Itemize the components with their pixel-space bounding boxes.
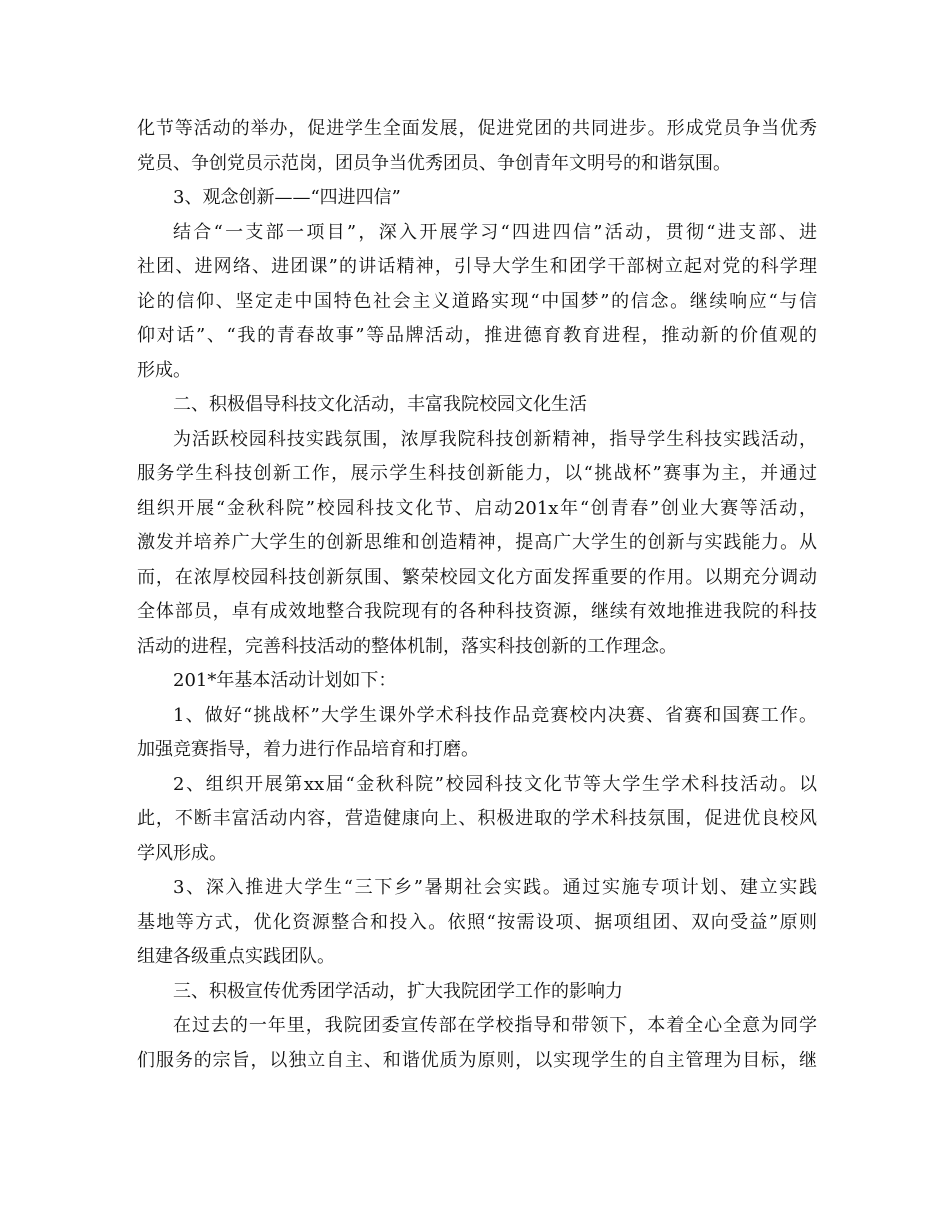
text-line: 形成。 xyxy=(137,359,191,381)
text-line: 在过去的一年里，我院团委宣传部在学校指导和带领下，本着全心全意为同学 xyxy=(173,1015,817,1036)
text-line: 为活跃校园科技实践氛围，浓厚我院科技创新精神，指导学生科技实践活动， xyxy=(173,428,817,450)
text-line: 组建各级重点实践团队。 xyxy=(137,946,335,967)
text-line: 们服务的宗旨，以独立自主、和谐优质为原则，以实现学生的自主管理为目标，继 xyxy=(137,1049,817,1071)
section-heading: 3、观念创新——“四进四信” xyxy=(173,187,401,208)
list-item: 3、深入推进大学生“三下乡”暑期社会实践。通过实施专项计划、建立实践 xyxy=(173,877,817,898)
text-line: 结合“一支部一项目”，深入开展学习“四进四信”活动，贯彻“进支部、进 xyxy=(173,221,817,243)
text-line: 学风形成。 xyxy=(137,842,227,864)
text-line: 此，不断丰富活动内容，营造健康向上、积极进取的学术科技氛围，促进优良校风 xyxy=(137,808,817,829)
text-line: 活动的进程，完善科技活动的整体机制，落实科技创新的工作理念。 xyxy=(137,635,677,657)
text-line: 基地等方式，优化资源整合和投入。依照“按需设项、据项组团、双向受益”原则 xyxy=(137,911,817,933)
list-item: 2、组织开展第xx届“金秋科院”校园科技文化节等大学生学术科技活动。以 xyxy=(173,773,817,795)
text-line: 仰对话”、“我的青春故事”等品牌活动，推进德育教育进程，推动新的价值观的 xyxy=(137,325,817,346)
text-line: 服务学生科技创新工作，展示学生科技创新能力，以“挑战杯”赛事为主，并通过 xyxy=(137,463,817,484)
text-line: 激发并培养广大学生的创新思维和创造精神，提高广大学生的创新与实践能力。从 xyxy=(137,532,817,553)
plan-heading: 201*年基本活动计划如下： xyxy=(173,670,397,691)
list-item: 1、做好“挑战杯”大学生课外学术科技作品竞赛校内决赛、省赛和国赛工作。 xyxy=(173,704,817,726)
text-line: 加强竞赛指导，着力进行作品培育和打磨。 xyxy=(137,739,479,760)
text-line: 党员、争创党员示范岗，团员争当优秀团员、争创青年文明号的和谐氛围。 xyxy=(137,152,731,174)
section-heading: 二、积极倡导科技文化活动，丰富我院校园文化生活 xyxy=(173,394,587,415)
text-line: 社团、进网络、进团课”的讲话精神，引导大学生和团学干部树立起对党的科学理 xyxy=(137,256,817,277)
document-page xyxy=(137,112,817,1078)
text-line: 论的信仰、坚定走中国特色社会主义道路实现“中国梦”的信念。继续响应“与信 xyxy=(137,290,817,312)
text-line: 组织开展“金秋科院”校园科技文化节、启动201x年“创青春”创业大赛等活动， xyxy=(137,497,817,519)
text-line: 化节等活动的举办，促进学生全面发展，促进党团的共同进步。形成党员争当优秀 xyxy=(137,118,817,139)
text-line: 而，在浓厚校园科技创新氛围、繁荣校园文化方面发挥重要的作用。以期充分调动 xyxy=(137,566,817,588)
section-heading: 三、积极宣传优秀团学活动，扩大我院团学工作的影响力 xyxy=(173,980,623,1002)
text-line: 全体部员，卓有成效地整合我院现有的各种科技资源，继续有效地推进我院的科技 xyxy=(137,601,817,622)
